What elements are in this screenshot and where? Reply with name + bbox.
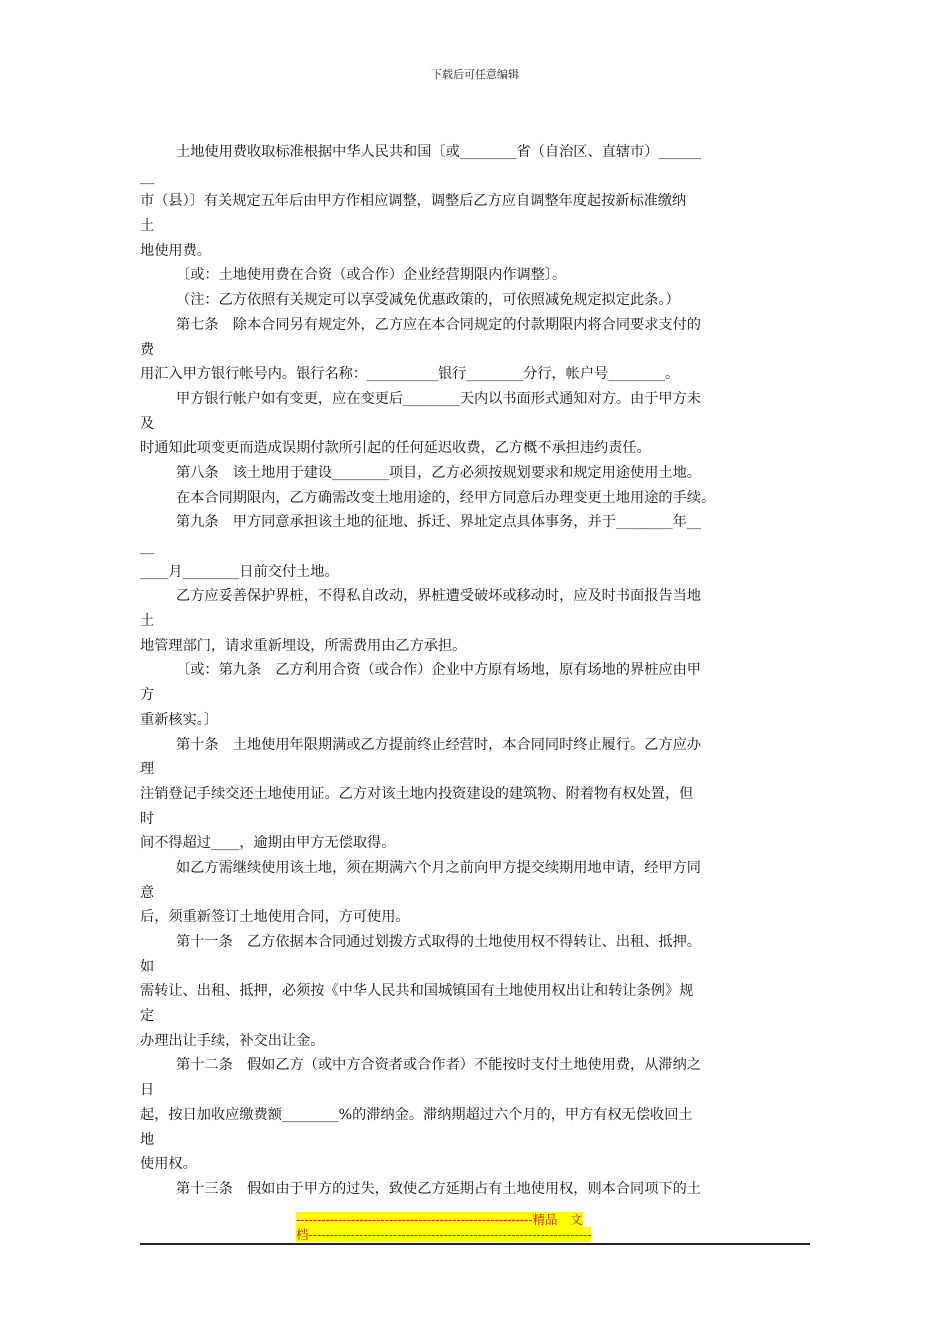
- text-line: 地管理部门，请求重新埋设，所需费用由乙方承担。: [140, 637, 467, 654]
- footer-line-2: 档-------------------------------------------------------------------: [296, 1227, 592, 1242]
- text-line: 日: [140, 1082, 155, 1099]
- text-line: 及: [140, 415, 155, 432]
- text-line: 〔或：土地使用费在合资（或合作）企业经营期限内作调整〕。: [176, 267, 567, 284]
- text-line: （注：乙方依照有关规定可以享受减免优惠政策的，可依照减免规定拟定此条。）: [176, 292, 680, 309]
- text-line: 第十三条 假如由于甲方的过失，致使乙方延期占有土地使用权，则本合同项下的土: [176, 1180, 701, 1197]
- text-line: 第十一条 乙方依据本合同通过划拨方式取得的土地使用权不得转让、出租、抵押。: [176, 934, 701, 950]
- text-line: 方: [140, 687, 155, 704]
- text-line: 第九条 甲方同意承担该土地的征地、拆迁、界址定点具体事务，并于________年__: [176, 514, 701, 531]
- text-line: 市（县）〕有关规定五年后由甲方作相应调整，调整后乙方应自调整年度起按新标准缴纳: [140, 193, 687, 210]
- page-header: 下载后可任意编辑: [431, 68, 519, 81]
- text-line: 如乙方需继续使用该土地，须在期满六个月之前向甲方提交续期用地申请，经甲方同: [176, 859, 701, 876]
- text-line: 土: [140, 613, 155, 630]
- text-line: 土地使用费收取标准根据中华人民共和国〔或________省（自治区、直辖市）______: [176, 144, 701, 160]
- text-line: 意: [140, 884, 155, 901]
- text-line: 在本合同期限内，乙方确需改变土地用途的，经甲方同意后办理变更土地用途的手续。: [176, 489, 716, 506]
- text-line: 定: [140, 1008, 155, 1025]
- text-line: 需转让、出租、抵押，必须按《中华人民共和国城镇国有土地使用权出让和转让条例》规: [140, 983, 694, 1000]
- text-line: 重新核实。〕: [140, 711, 219, 728]
- text-line: 第十二条 假如乙方（或中方合资者或合作者）不能按时支付土地使用费，从滞纳之: [176, 1057, 701, 1074]
- footer-line-1: --------------------------------------------------------精品 文: [296, 1212, 583, 1227]
- text-line: 甲方银行帐户如有变更，应在变更后________天内以书面形式通知对方。由于甲方未: [176, 390, 701, 407]
- text-line: 地: [140, 1131, 155, 1148]
- text-line: __: [140, 539, 155, 555]
- text-line: 注销登记手续交还土地使用证。乙方对该土地内投资建设的建筑物、附着物有权处置，但: [140, 785, 694, 802]
- text-line: 土: [140, 218, 155, 235]
- text-line: 第八条 该土地用于建设________项目，乙方必须按规划要求和规定用途使用土地。: [176, 464, 701, 481]
- text-line: 乙方应妥善保护界桩，不得私自改动，界桩遭受破坏或移动时，应及时书面报告当地: [176, 588, 701, 605]
- text-line: 时: [140, 810, 155, 827]
- text-line: ____月________日前交付土地。: [140, 563, 339, 580]
- text-line: 使用权。: [140, 1156, 197, 1173]
- text-line: 地使用费。: [140, 242, 211, 259]
- footer-divider: [140, 1243, 810, 1245]
- text-line: 第七条 除本合同另有规定外，乙方应在本合同规定的付款期限内将合同要求支付的: [176, 316, 701, 333]
- footer-watermark: [296, 1212, 591, 1242]
- text-line: 用汇入甲方银行帐号内。银行名称：__________银行________分行，帐户号________。: [140, 366, 680, 383]
- text-line: __: [140, 168, 155, 185]
- text-line: 〔或：第九条 乙方利用合资（或合作）企业中方原有场地，原有场地的界桩应由甲: [176, 662, 701, 679]
- text-line: 间不得超过____，逾期由甲方无偿取得。: [140, 835, 396, 852]
- text-line: 办理出让手续，补交出让金。: [140, 1032, 325, 1049]
- text-line: 理: [140, 761, 155, 778]
- text-line: 费: [140, 341, 155, 358]
- text-line: 如: [140, 958, 155, 975]
- text-line: 起，按日加收应缴费额________%的滞纳金。滞纳期超过六个月的，甲方有权无偿收回土: [140, 1106, 693, 1123]
- text-line: 后，须重新签订土地使用合同，方可使用。: [140, 909, 410, 926]
- text-line: 时通知此项变更而造成误期付款所引起的任何延迟收费，乙方概不承担违约责任。: [140, 440, 651, 457]
- contract-body: [140, 140, 812, 1202]
- text-line: 第十条 土地使用年限期满或乙方提前终止经营时，本合同同时终止履行。乙方应办: [176, 736, 701, 753]
